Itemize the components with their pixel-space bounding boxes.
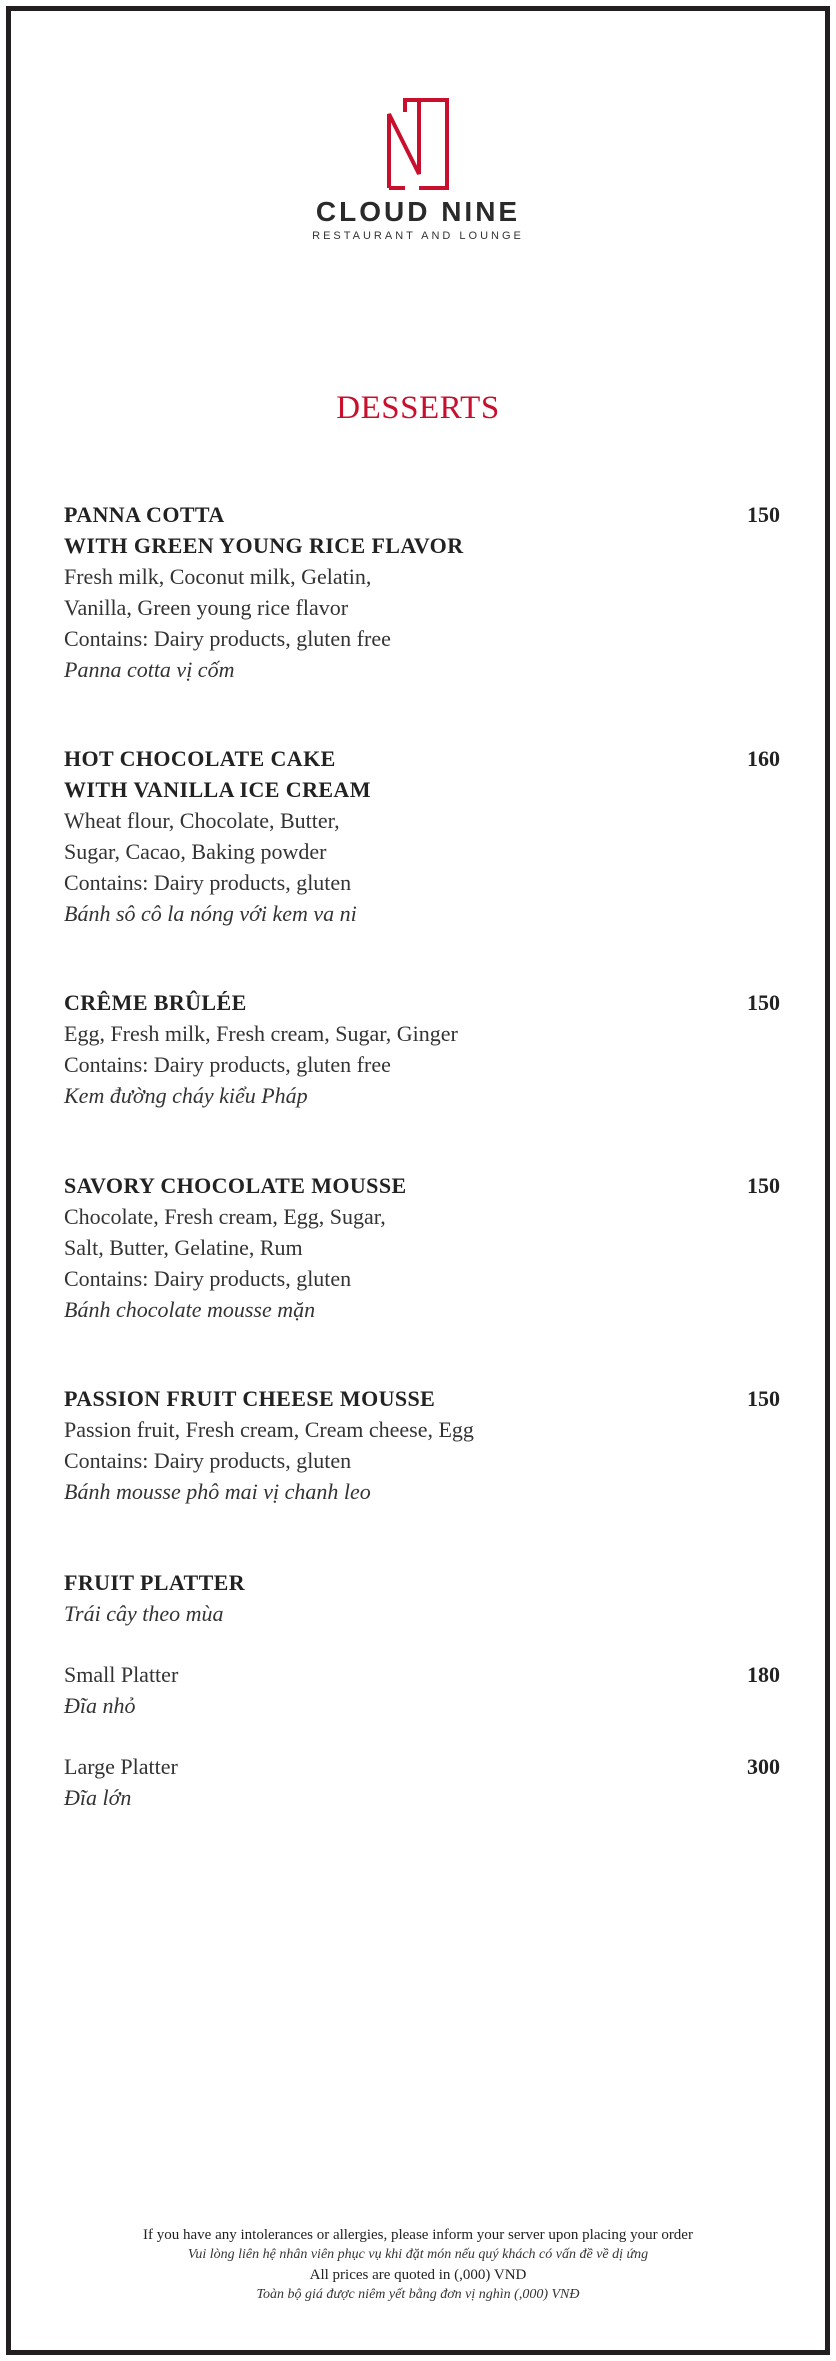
item-contains: Contains: Dairy products, gluten free <box>64 1052 391 1077</box>
item-name: WITH VANILLA ICE CREAM <box>64 777 371 802</box>
fruit-platter-option-small <box>64 1659 780 1721</box>
allergy-notice: If you have any intolerances or allergies, please inform your server upon placing your order <box>143 2227 693 2243</box>
menu-item-fruit-platter <box>64 1567 780 1629</box>
option-label: Small Platter <box>64 1662 179 1687</box>
item-description: Sugar, Cacao, Baking powder <box>64 839 327 864</box>
item-name: HOT CHOCOLATE CAKE <box>64 746 336 771</box>
item-price: 150 <box>747 1173 780 1198</box>
option-vietnamese-name: Đĩa nhỏ <box>64 1693 136 1718</box>
price-notice-vietnamese: Toàn bộ giá được niêm yết bằng đơn vị nghìn (,000) VNĐ <box>256 2287 580 2302</box>
item-contains: Contains: Dairy products, gluten <box>64 1266 352 1291</box>
price-notice: All prices are quoted in (,000) VND <box>309 2267 527 2283</box>
item-price: 150 <box>747 502 780 527</box>
menu-item-savory-chocolate-mousse <box>64 1170 780 1325</box>
item-name: CRÊME BRÛLÉE <box>64 990 247 1015</box>
item-vietnamese-name: Trái cây theo mùa <box>64 1601 224 1626</box>
menu-item-hot-chocolate-cake <box>64 743 780 929</box>
item-vietnamese-name: Bánh chocolate mousse mặn <box>64 1297 316 1322</box>
item-description: Wheat flour, Chocolate, Butter, <box>64 808 340 833</box>
item-vietnamese-name: Kem đường cháy kiểu Pháp <box>64 1083 308 1108</box>
allergy-notice-vietnamese: Vui lòng liên hệ nhân viên phục vụ khi đặt món nếu quý khách có vấn đề về dị ứng <box>187 2247 649 2262</box>
item-price: 150 <box>747 1386 780 1411</box>
menu-footer <box>0 2225 836 2305</box>
item-name: FRUIT PLATTER <box>64 1570 246 1595</box>
item-vietnamese-name: Panna cotta vị cốm <box>64 657 235 682</box>
item-description: Passion fruit, Fresh cream, Cream cheese, Egg <box>64 1417 474 1442</box>
brand-logo <box>0 98 836 242</box>
item-name: SAVORY CHOCOLATE MOUSSE <box>64 1173 407 1198</box>
option-label: Large Platter <box>64 1754 178 1779</box>
item-vietnamese-name: Bánh mousse phô mai vị chanh leo <box>64 1479 371 1504</box>
menu-item-creme-brulee <box>64 987 780 1111</box>
menu-item-panna-cotta <box>64 499 780 685</box>
item-price: 160 <box>747 746 780 771</box>
cloud-nine-monogram-icon <box>383 98 453 190</box>
item-description: Egg, Fresh milk, Fresh cream, Sugar, Ginger <box>64 1021 458 1046</box>
item-name: WITH GREEN YOUNG RICE FLAVOR <box>64 533 464 558</box>
item-price: 150 <box>747 990 780 1015</box>
item-description: Salt, Butter, Gelatine, Rum <box>64 1235 303 1260</box>
item-description: Vanilla, Green young rice flavor <box>64 595 349 620</box>
brand-name: CLOUD NINE <box>315 196 521 227</box>
item-contains: Contains: Dairy products, gluten free <box>64 626 391 651</box>
brand-tagline: RESTAURANT AND LOUNGE <box>312 230 524 242</box>
item-description: Chocolate, Fresh cream, Egg, Sugar, <box>64 1204 386 1229</box>
item-vietnamese-name: Bánh sô cô la nóng với kem va ni <box>64 901 357 926</box>
item-contains: Contains: Dairy products, gluten <box>64 870 352 895</box>
option-price: 180 <box>747 1662 780 1687</box>
fruit-platter-option-large <box>64 1751 780 1813</box>
option-price: 300 <box>747 1754 780 1779</box>
section-title: DESSERTS <box>336 390 500 426</box>
item-name: PANNA COTTA <box>64 502 225 527</box>
item-contains: Contains: Dairy products, gluten <box>64 1448 352 1473</box>
item-name: PASSION FRUIT CHEESE MOUSSE <box>64 1386 436 1411</box>
menu-item-passion-fruit-cheese-mousse <box>64 1383 780 1507</box>
item-description: Fresh milk, Coconut milk, Gelatin, <box>64 564 372 589</box>
option-vietnamese-name: Đĩa lớn <box>64 1785 132 1810</box>
